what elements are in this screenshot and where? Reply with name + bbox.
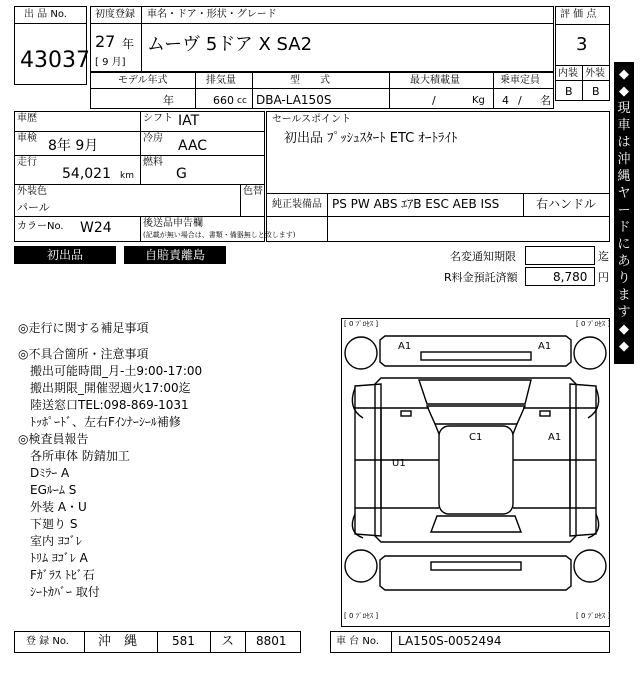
recall-value-box xyxy=(525,246,595,265)
mark-right-side: A1 xyxy=(548,432,562,443)
type-value: DBA-LA150S xyxy=(256,93,332,107)
chassis-number: LA150S-0052494 xyxy=(398,634,502,648)
lot-label: 出 品 No. xyxy=(24,9,67,20)
inspector-line: ﾄﾘﾑ ﾖｺﾞﾚ A xyxy=(30,551,88,565)
mileage-unit: km xyxy=(120,171,134,181)
defect-line: 搬出期限_開催翌週火17:00迄 xyxy=(30,381,191,395)
first-reg-year: 27 xyxy=(95,32,116,51)
interior-label: 内装 xyxy=(558,68,578,79)
wheel-front-left xyxy=(345,337,377,369)
inspector-title: ◎検査員報告 xyxy=(18,432,89,446)
car-diagram xyxy=(341,318,610,627)
ac-value: AAC xyxy=(178,138,208,154)
type-label: 型 式 xyxy=(290,75,330,86)
displacement-label: 排気量 xyxy=(206,75,236,86)
recall-suffix: 迄 xyxy=(598,250,609,263)
defect-line: ﾄｯﾎﾟｰﾄﾞ、左右Fｲﾝﾅｰｼｰﾙ補修 xyxy=(30,415,181,429)
car-desc-label: 車名・ドア・形状・グレード xyxy=(147,9,277,20)
shift-label: シフト xyxy=(143,113,173,124)
reg-label: 登 録 No. xyxy=(26,636,69,647)
inspector-line: EGﾙｰﾑ S xyxy=(30,483,77,497)
driving-notes-title: ◎走行に関する補足事項 xyxy=(18,321,149,335)
equipment-label: 純正装備品 xyxy=(272,199,322,210)
seats-label: 乗車定員 xyxy=(500,75,540,86)
inspector-line: Fｶﾞﾗｽ ﾄﾋﾞ石 xyxy=(30,568,95,582)
mark-left-side: U1 xyxy=(392,458,406,469)
score-value: 3 xyxy=(576,34,588,55)
ac-label: 冷房 xyxy=(143,133,163,144)
first-listing-badge: 初出品 xyxy=(14,246,116,264)
kg-unit: Kg xyxy=(472,95,485,106)
color-change-label: 色替 xyxy=(243,186,263,197)
inspector-line: ｼｰﾄｶﾊﾞｰ 取付 xyxy=(30,585,100,599)
inspector-line: 室内 ﾖｺﾞﾚ xyxy=(30,534,82,548)
inspection-value: 8年 9月 xyxy=(48,138,99,154)
wheel-rear-left xyxy=(345,550,377,582)
sales-point-value: 初出品 ﾌﾟｯｼｭｽﾀｰﾄ ETC ｵｰﾄﾗｲﾄ xyxy=(284,131,458,146)
reg-place: 沖 縄 xyxy=(98,634,138,649)
mileage-label: 走行 xyxy=(17,157,37,168)
exterior-label: 外装 xyxy=(585,68,605,79)
reg-kana: ス xyxy=(221,634,235,649)
seats-value: 4 xyxy=(502,94,509,107)
post-note: (記載が無い場合は、書類・備器無しと致します) xyxy=(143,231,296,239)
corner-label-bl: [ 0 ﾌﾟﾛｾｽ ] xyxy=(344,612,379,620)
equipment-value: PS PW ABS ｴｱB ESC AEB ISS xyxy=(332,197,500,211)
fuel-label: 燃料 xyxy=(143,157,163,168)
seats-unit: 名 xyxy=(540,94,551,107)
score-label: 評 価 点 xyxy=(560,9,597,20)
rear-window xyxy=(431,516,521,532)
front-grille xyxy=(421,352,531,360)
cc-unit: cc xyxy=(237,96,247,106)
mark-front-left: A1 xyxy=(398,341,412,352)
model-year-label: モデル年式 xyxy=(118,75,168,86)
first-reg-month: [ 9 月] xyxy=(95,57,126,68)
lot-number: 43037 xyxy=(20,48,90,73)
inspection-label: 車検 xyxy=(17,133,37,144)
color-no-value: W24 xyxy=(80,220,112,236)
rear-bumper xyxy=(380,556,571,590)
recycle-unit: 円 xyxy=(598,271,609,284)
wheel-rear-right xyxy=(574,550,606,582)
corner-label-tl: [ 0 ﾌﾟﾛｾｽ ] xyxy=(344,320,379,328)
sales-point-label: セールスポイント xyxy=(272,114,352,125)
recall-label: 名変通知期限 xyxy=(450,250,516,263)
recycle-label: R料金預託済額 xyxy=(444,271,518,284)
defect-title: ◎不具合箇所・注意事項 xyxy=(18,347,149,361)
ext-color-label: 外装色 xyxy=(17,186,47,197)
reg-number: 8801 xyxy=(256,634,287,648)
inspector-line: Dﾐﾗｰ A xyxy=(30,466,70,480)
mark-front-right: A1 xyxy=(538,341,552,352)
inspector-line: 各所車体 防錆加工 xyxy=(30,449,130,463)
first-reg-label: 初度登録 xyxy=(95,9,135,20)
history-label: 車歴 xyxy=(17,113,37,124)
handle-value: 右ハンドル xyxy=(536,197,597,211)
mirror-left xyxy=(401,411,411,416)
corner-label-tr: [ 0 ﾌﾟﾛｾｽ ] xyxy=(576,320,611,328)
location-banner: ◆ ◆ 現 車 は 沖 縄 ヤ ー ド に あ り ま す ◆ ◆ xyxy=(614,62,634,364)
windshield xyxy=(427,406,525,424)
wheel-front-right xyxy=(574,337,606,369)
displacement-value: 660 xyxy=(213,94,234,107)
ext-color-value: パール xyxy=(17,201,50,214)
rear-plate-area xyxy=(431,562,521,570)
interior-grade: B xyxy=(565,85,573,98)
model-year-unit: 年 xyxy=(163,94,174,107)
inspector-line: 外装 A・U xyxy=(30,500,87,514)
load-label: 最大積載量 xyxy=(410,75,460,86)
hood xyxy=(419,380,531,404)
mileage-value: 54,021 xyxy=(62,166,111,182)
corner-label-br: [ 0 ﾌﾟﾛｾｽ ] xyxy=(576,612,611,620)
load-slash: / xyxy=(432,94,436,107)
insurance-badge: 自賠責離島 xyxy=(124,246,226,264)
recycle-value: 8,780 xyxy=(553,270,588,284)
mirror-right xyxy=(540,411,550,416)
defect-line: 搬出可能時間_月-土9:00-17:00 xyxy=(30,364,203,378)
shift-value: IAT xyxy=(178,113,200,129)
defect-line: 陸送窓口TEL:098-869-1031 xyxy=(30,398,189,412)
car-name: ムーヴ 5ドア X SA2 xyxy=(147,34,313,55)
mark-roof: C1 xyxy=(469,432,483,443)
exterior-grade: B xyxy=(592,85,600,98)
color-no-label: カラーNo. xyxy=(17,221,64,232)
year-unit: 年 xyxy=(122,37,135,51)
inspector-line: 下廻り S xyxy=(30,517,78,531)
fuel-value: G xyxy=(176,166,187,182)
chassis-label: 車 台 No. xyxy=(336,636,379,647)
seats-slash: / xyxy=(518,94,522,107)
reg-class: 581 xyxy=(172,634,195,648)
post-label: 後送品申告欄 xyxy=(143,218,203,229)
